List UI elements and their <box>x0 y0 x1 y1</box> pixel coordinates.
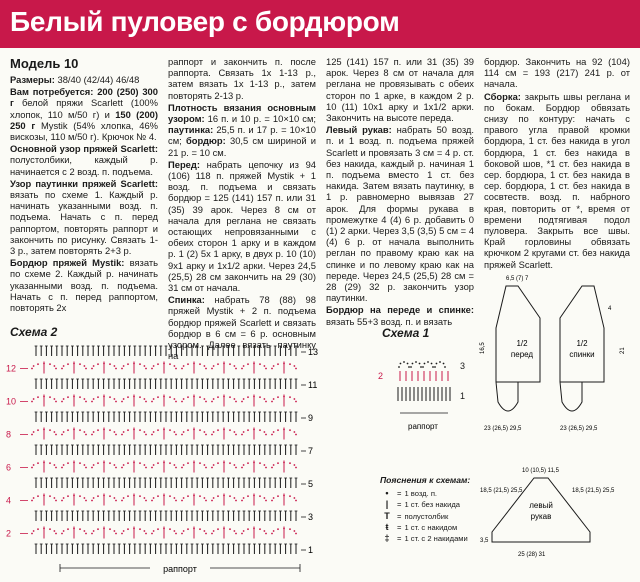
title-banner <box>0 0 640 48</box>
scheme-2-chart <box>0 338 370 582</box>
lace-density-text: 25,5 п. и 17 р. = 10×10 см; <box>168 124 316 147</box>
svg-text:1: 1 <box>460 391 466 401</box>
svg-text:2: 2 <box>6 528 12 539</box>
sleeve-label: Левый рукав: <box>326 124 392 136</box>
page-title: Белый пуловер с бордюром <box>10 6 400 37</box>
legend-text: 1 ст. с накидом <box>404 522 458 532</box>
double-crochet-icon: ŧ <box>385 521 389 532</box>
column-3 <box>326 56 474 327</box>
front-height: 16,5 <box>480 342 486 354</box>
lace-pattern-text: вязать по схеме 1. Каждый р. начинать указанными возд. п. подъема. Начать с п. перед раппортом, повторять раппорт и закончить по рисунку. Связать 1-3 р., затем повторять 2+3 р. <box>10 189 158 257</box>
scheme-2-rapport-label: раппорт <box>163 564 197 574</box>
yarn-amount-2: 150 (200) 250 г <box>10 108 159 131</box>
sizes-label: Размеры: <box>10 74 55 85</box>
svg-text:6: 6 <box>6 462 12 473</box>
sleeve-text: набрать 50 возд. п. и 1 возд. п. подъема пряжей Scarlett и провязать 3 см = 4 р. ст. без накида, каждый р. начиная 1 п. подъема вместо 1 ст. без накида. Затем вязать паутинку, в 1 р. равномерно вывязав 27 арок. Для формы рукава в промежутке 4 (4) 6 р. добавить 0 (1) 2 арки. Через 3,5 (3,5) 5 см = 4 (4) 6 р. от начала выполнить реглан по правому краю как на спинке и по левому краю как на переде. Через 24,5 (25,5) 28 см = 28 (29) 32 р. закончить узор паутинки. <box>326 124 474 304</box>
front-pattern <box>496 286 540 411</box>
back-label: Спинка: <box>168 294 205 306</box>
sleeve-right-side: 18,5 (21,5) 25,5 <box>572 488 615 494</box>
sizes-value: 38/40 (42/44) 46/48 <box>57 74 140 85</box>
front-bottom-width: 23 (26,5) 29,5 <box>484 426 522 432</box>
scheme-1-rapport-label: раппорт <box>408 422 438 431</box>
materials-text-2: Mystik (54% хлопка, 46% вискозы, 110 м/50 г). Крючок № 4. <box>10 119 158 143</box>
border-density-text: 30,5 см шириной и 21 р. = 10 см. <box>168 135 317 158</box>
svg-text:7: 7 <box>308 446 314 456</box>
back-bottom-width: 23 (26,5) 29,5 <box>560 426 598 432</box>
legend-item: ‡ = 1 ст. с 2 накидами <box>380 533 508 544</box>
svg-text:8: 8 <box>6 429 12 440</box>
sleeve-piece-label-2: рукав <box>530 512 552 521</box>
legend-title: Пояснения к схемам: <box>380 475 471 485</box>
scheme-1-chart <box>370 345 470 465</box>
border-finish-label: Бордюр на переде и спинке: <box>326 304 474 316</box>
border-finish-cont: бордюр. Закончить на 92 (104) 114 см = 193 (217) 241 р. от начала. <box>484 56 630 90</box>
legend-item: | = 1 ст. без накида <box>380 499 508 510</box>
svg-text:12: 12 <box>6 363 17 374</box>
back-text: набрать 78 (88) 98 пряжей Mystik + 2 п. подъема бордюр пряжей Scarlett и связать бордюр в 6 см = 6 р. основным узором. Далее вязать паутинку на <box>168 294 316 362</box>
svg-text:3: 3 <box>308 512 314 522</box>
back-pattern <box>560 286 604 411</box>
lace-pattern-label: Узор паутинки пряжей Scarlett: <box>10 177 158 189</box>
back-top-height: 4 <box>608 306 612 312</box>
legend-text: 1 возд. п. <box>404 489 438 499</box>
svg-text:10: 10 <box>6 396 17 407</box>
sleeve-piece-label-1: левый <box>529 501 553 510</box>
assembly-text: закрыть швы реглана и по бокам. Бордюр обвязать снизу по контуру: начать с правого угла правой кромки бордюра, 1 ст. без накида в угол бордюра, 1 ст. без накида в боковой шов, *1 ст. без накида в сер. бордюра, 1 ст. без накида в сер. бордюра, 1 ст. без накида в сосвтеств. возд. п. набрного края, повторить от *, время от времени подтягивая подол пуловера. Закрыть все швы. Край горловины обвязать крючком 2 кругами ст. без накида пряжей Scarlett. <box>484 90 630 270</box>
legend-item: T = полустолбик <box>380 511 508 522</box>
sleeve-bottom-width: 25 (28) 31 <box>518 552 546 558</box>
front-label: Перед: <box>168 158 200 170</box>
density-text: 16 п. и 10 р. = 10×10 см; <box>207 113 316 125</box>
legend-text: 1 ст. с 2 накидами <box>404 534 468 544</box>
scheme-2-title: Схема 2 <box>10 325 58 339</box>
assembly-label: Сборка: <box>484 90 521 102</box>
back-half-label: 1/2 <box>576 339 588 348</box>
back-text-cont: 125 (141) 157 п. или 31 (35) 39 арок. Через 8 см от начала для реглана не провязывать с обеих сторон по 1 арке, в каждом 2 р. 10 (11) 10х1 арку и 1х1/2 арки. Закончить на высоте переда. <box>326 56 474 124</box>
half-double-icon: T <box>384 510 390 521</box>
front-text: набрать цепочку из 94 (106) 118 п. пряжей Mystik + 1 возд. п. подъема и связать бордюр = 125 (141) 157 п. или 31 (35) 39 арок. Через 8 см от начала для реглана не связать остающих непровязанными с обеих сторон 1 арку и в каждом р. 1 (2) 5х 1 арку, в двух р. 10 (10) 9х1 арку и 1х1/2 арки. Через 24,5 (25,5) 28 см закончить на 29 (30) 31 см от начала. <box>168 158 316 294</box>
pattern-pieces <box>478 270 640 582</box>
sleeve-top-width: 10 (10,5) 11,5 <box>522 468 559 474</box>
svg-text:2: 2 <box>378 371 384 381</box>
materials-label: Вам потребуется: <box>10 86 94 98</box>
legend-text: полустолбик <box>404 511 449 521</box>
border-pattern-text: вязать по схеме 2. Каждый р. начинать указанными возд. п. подъема. Начать с п. перед раппортом, повторять 2х <box>10 257 159 314</box>
front-half-label: 1/2 <box>516 339 528 348</box>
legend-item: ŧ = 1 ст. с накидом <box>380 522 508 533</box>
border-finish-text: вязать 55+3 возд. п. и вязать <box>326 315 453 327</box>
main-pattern-label: Основной узор пряжей Scarlett: <box>10 143 158 155</box>
svg-text:1: 1 <box>308 545 314 555</box>
density-label: Плотность вязания основным узором: <box>168 101 316 125</box>
border-pattern-cont: раппорт и закончить п. после раппорта. Связать 1х 1-13 р., затем вязать 1х 1-13 р., затем повторять 2-13 р. <box>168 56 316 101</box>
main-pattern-text: полустолбики, каждый р. начинается с 2 возд. п. подъема. <box>10 154 158 177</box>
treble-crochet-icon: ‡ <box>384 533 390 544</box>
sleeve-left-side: 18,5 (21,5) 25,5 <box>480 488 523 494</box>
back-piece-label: спинки <box>569 350 595 359</box>
column-1 <box>10 56 158 322</box>
border-pattern-label: Бордюр пряжей Mystik: <box>10 257 125 269</box>
svg-text:13: 13 <box>308 347 319 357</box>
sleeve-height: 3,5 <box>480 538 489 544</box>
legend-item: • = 1 возд. п. <box>380 488 508 499</box>
svg-text:5: 5 <box>308 479 314 489</box>
materials-text: белой пряжи Scarlett (100% хлопок, 110 м/50 г) и <box>10 97 158 120</box>
legend-text: 1 ст. без накида <box>404 500 460 510</box>
single-crochet-icon: | <box>385 499 389 510</box>
front-piece-label: перед <box>510 350 534 359</box>
back-height: 21 <box>620 347 626 354</box>
model-number: Модель 10 <box>10 56 79 71</box>
scheme-1-title: Схема 1 <box>382 326 430 340</box>
lace-density-label: паутинка: <box>168 124 214 136</box>
border-density-label: бордюр: <box>185 135 226 147</box>
svg-text:3: 3 <box>460 361 466 371</box>
svg-text:4: 4 <box>6 495 12 506</box>
top-width-label: 6,5 (7) 7 <box>506 276 529 282</box>
yarn-amount: 200 (250) 300 г <box>10 86 158 109</box>
chain-stitch-icon: • <box>385 488 389 499</box>
svg-text:9: 9 <box>308 413 314 423</box>
svg-text:11: 11 <box>308 380 318 390</box>
column-2 <box>168 56 317 362</box>
